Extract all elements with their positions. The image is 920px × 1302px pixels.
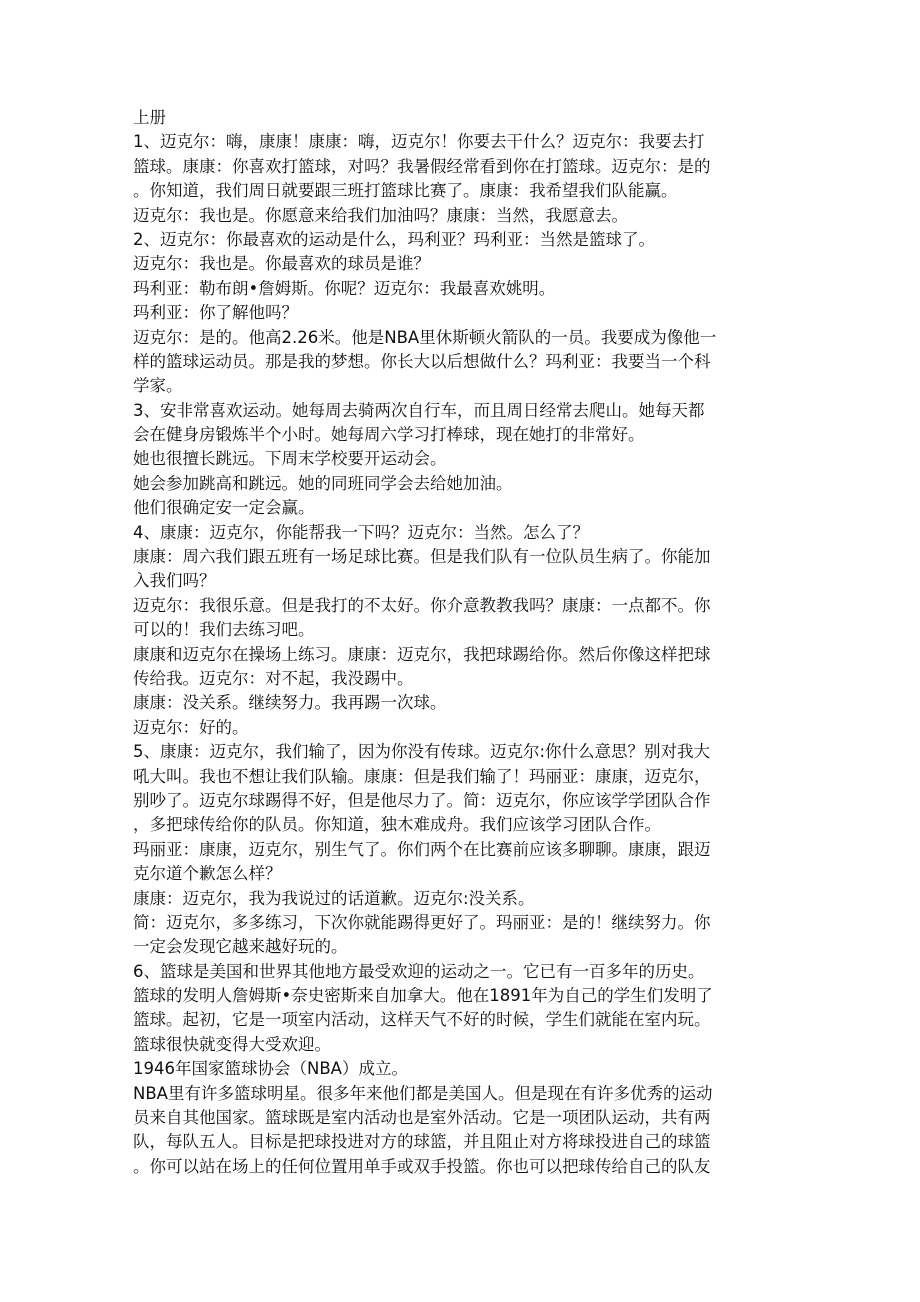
text-line: 入我们吗？ bbox=[133, 571, 216, 591]
text-line: 4、康康：迈克尔，你能帮我一下吗？迈克尔：当然。怎么了？ bbox=[133, 522, 589, 542]
text-line: 克尔道个歉怎么样？ bbox=[133, 864, 282, 884]
text-line: 她也很擅长跳远。下周末学校要开运动会。 bbox=[133, 449, 447, 469]
text-line: 员来自其他国家。篮球既是室内活动也是室外活动。它是一项团队运动，共有两 bbox=[133, 1108, 711, 1128]
text-line: 篮球很快就变得大受欢迎。 bbox=[133, 1034, 331, 1054]
text-line: 康康：迈克尔，我为我说过的话道歉。迈克尔:没关系。 bbox=[133, 888, 535, 908]
text-line: 。你可以站在场上的任何位置用单手或双手投篮。你也可以把球传给自己的队友 bbox=[133, 1156, 711, 1176]
text-line: 3、安非常喜欢运动。她每周去骑两次自行车，而且周日经常去爬山。她每天都 bbox=[133, 400, 705, 420]
text-line: 迈克尔：好的。 bbox=[133, 717, 249, 737]
text-line: 康康：没关系。继续努力。我再踢一次球。 bbox=[133, 693, 447, 713]
text-line: 学家。 bbox=[133, 376, 183, 396]
text-line: 样的篮球运动员。那是我的梦想。你长大以后想做什么？玛利亚：我要当一个科 bbox=[133, 351, 711, 371]
text-line: 吼大叫。我也不想让我们队输。康康：但是我们输了！玛丽亚：康康，迈克尔， bbox=[133, 766, 711, 786]
text-line: 。你知道，我们周日就要跟三班打篮球比赛了。康康：我希望我们队能赢。 bbox=[133, 181, 678, 201]
section-heading: 上册 bbox=[133, 108, 166, 127]
text-line: 玛利亚：你了解他吗？ bbox=[133, 303, 298, 323]
text-line: 她会参加跳高和跳远。她的同班同学会去给她加油。 bbox=[133, 473, 513, 493]
text-line: NBA里有许多篮球明星。很多年来他们都是美国人。但是现在有许多优秀的运动 bbox=[133, 1083, 713, 1103]
text-line: 迈克尔：我也是。你最喜欢的球员是谁？ bbox=[133, 254, 430, 274]
text-line: 康康和迈克尔在操场上练习。康康：迈克尔，我把球踢给你。然后你像这样把球 bbox=[133, 644, 711, 664]
text-line: 篮球的发明人詹姆斯•奈史密斯来自加拿大。他在1891年为自己的学生们发明了 bbox=[133, 986, 713, 1006]
text-line: 篮球。康康：你喜欢打篮球，对吗？我暑假经常看到你在打篮球。迈克尔：是的 bbox=[133, 156, 711, 176]
text-line: 迈克尔：是的。他高2.26米。他是NBA里休斯顿火箭队的一员。我要成为像他一 bbox=[133, 327, 717, 347]
text-line: 5、康康：迈克尔，我们输了，因为你没有传球。迈克尔:你什么意思？别对我大 bbox=[133, 742, 711, 762]
text-line: 传给我。迈克尔：对不起，我没踢中。 bbox=[133, 668, 414, 688]
text-line: 篮球。起初，它是一项室内活动，这样天气不好的时候，学生们就能在室内玩。 bbox=[133, 1010, 711, 1030]
text-line: 6、篮球是美国和世界其他地方最受欢迎的运动之一。它已有一百多年的历史。 bbox=[133, 961, 705, 981]
text-line: 别吵了。迈克尔球踢得不好，但是他尽力了。简：迈克尔，你应该学学团队合作 bbox=[133, 790, 711, 810]
text-line: 迈克尔：我很乐意。但是我打的不太好。你介意教教我吗？康康：一点都不。你 bbox=[133, 595, 711, 615]
text-line: 康康：周六我们跟五班有一场足球比赛。但是我们队有一位队员生病了。你能加 bbox=[133, 547, 711, 567]
text-line: 迈克尔：我也是。你愿意来给我们加油吗？康康：当然，我愿意去。 bbox=[133, 205, 628, 225]
text-line: 他们很确定安一定会赢。 bbox=[133, 498, 315, 518]
text-line: 简：迈克尔，多多练习，下次你就能踢得更好了。玛丽亚：是的！继续努力。你 bbox=[133, 912, 711, 932]
text-line: 一定会发现它越来越好玩的。 bbox=[133, 937, 348, 957]
text-line: ，多把球传给你的队员。你知道，独木难成舟。我们应该学习团队合作。 bbox=[133, 815, 661, 835]
text-line: 2、迈克尔：你最喜欢的运动是什么，玛利亚？玛利亚：当然是篮球了。 bbox=[133, 229, 655, 249]
text-line: 玛丽亚：康康，迈克尔，别生气了。你们两个在比赛前应该多聊聊。康康，跟迈 bbox=[133, 839, 711, 859]
text-line: 1、迈克尔：嗨，康康！康康：嗨，迈克尔！你要去干什么？迈克尔：我要去打 bbox=[133, 132, 705, 152]
document-body bbox=[133, 106, 793, 1179]
text-line: 可以的！我们去练习吧。 bbox=[133, 620, 315, 640]
text-line: 队，每队五人。目标是把球投进对方的球篮，并且阻止对方将球投进自己的球篮 bbox=[133, 1132, 711, 1152]
text-line: 玛利亚：勒布朗•詹姆斯。你呢？迈克尔：我最喜欢姚明。 bbox=[133, 278, 556, 298]
text-line: 1946年国家篮球协会（NBA）成立。 bbox=[133, 1059, 408, 1079]
text-line: 会在健身房锻炼半个小时。她每周六学习打棒球，现在她打的非常好。 bbox=[133, 425, 645, 445]
